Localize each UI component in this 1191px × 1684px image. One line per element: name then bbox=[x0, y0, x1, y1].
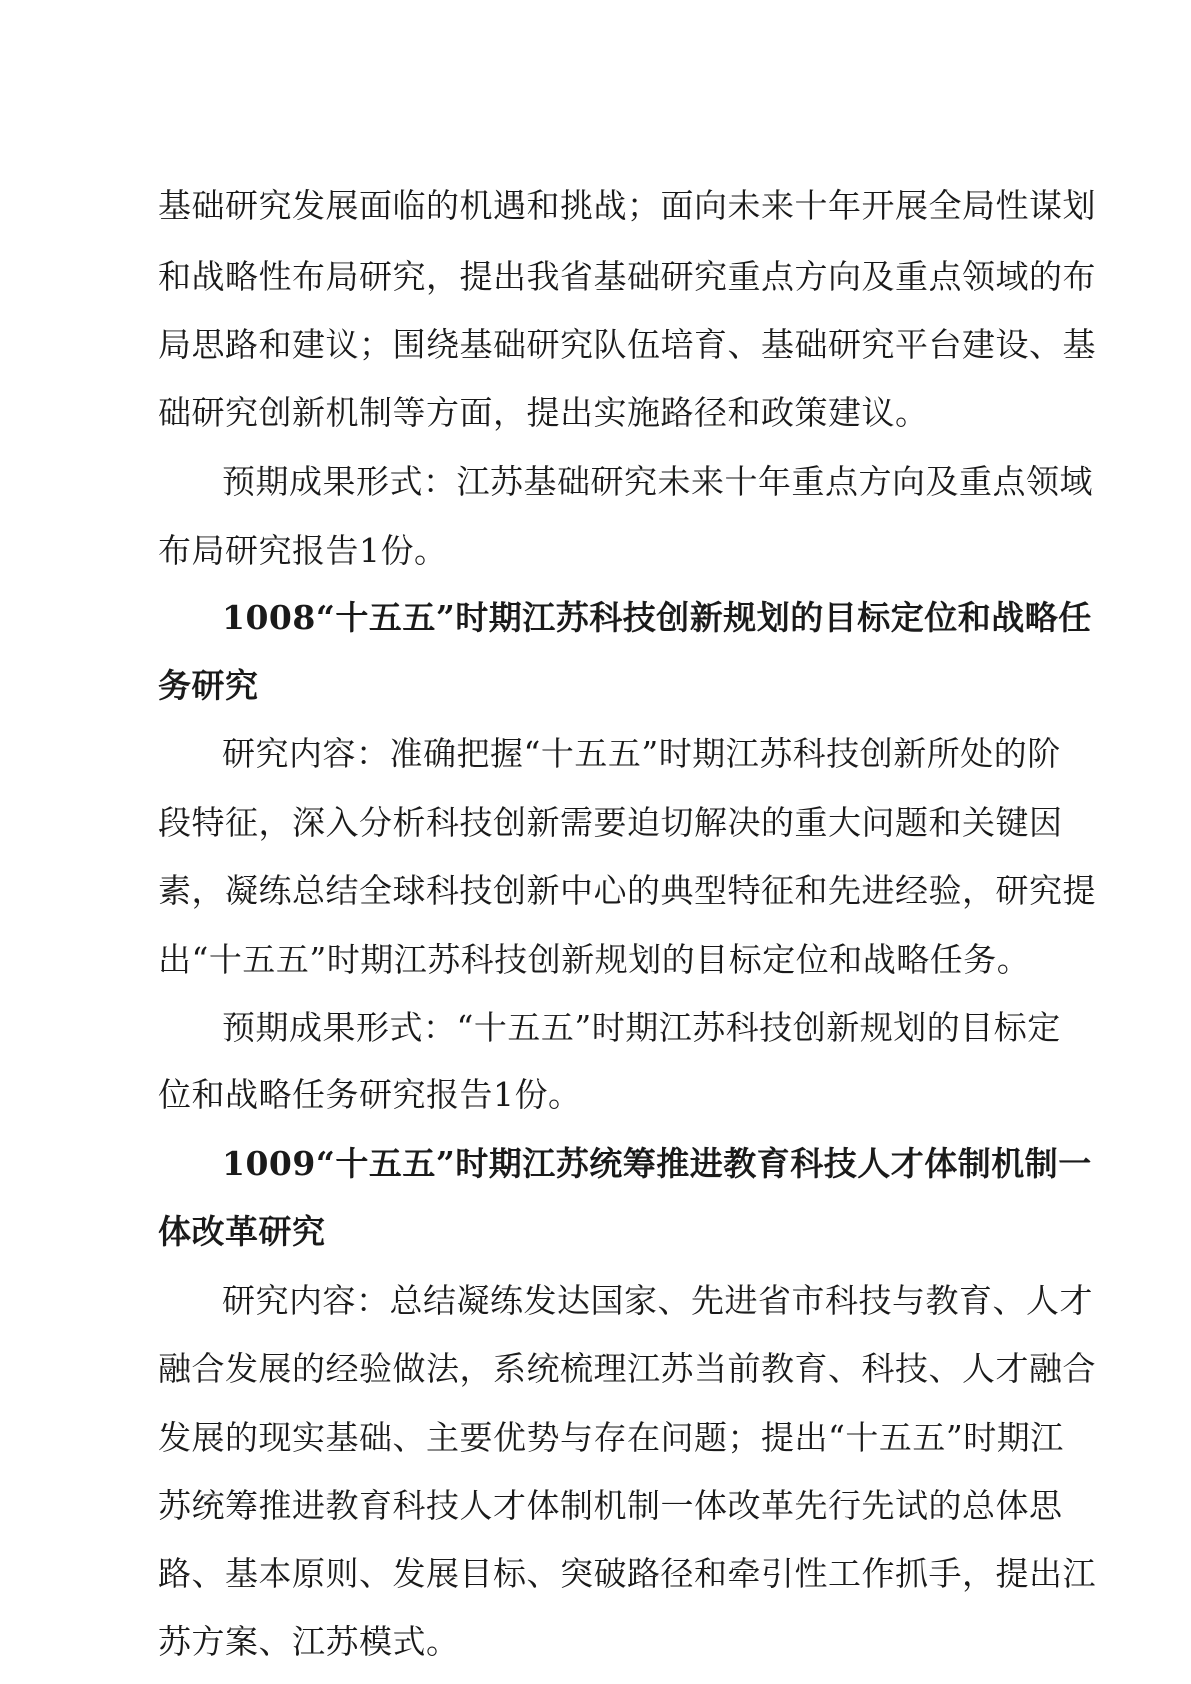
text-line: 基础研究发展面临的机遇和挑战；面向未来十年开展全局性谋划 bbox=[158, 186, 1096, 225]
text-line: 路、基本原则、发展目标、突破路径和牵引性工作抓手，提出江 bbox=[158, 1554, 1096, 1593]
text-line: 段特征，深入分析科技创新需要迫切解决的重大问题和关键因 bbox=[158, 803, 1063, 842]
text-line: 融合发展的经验做法，系统梳理江苏当前教育、科技、人才融合 bbox=[158, 1349, 1096, 1388]
text-line: 预期成果形式：江苏基础研究未来十年重点方向及重点领域 bbox=[222, 462, 1093, 501]
text-line: 布局研究报告1份。 bbox=[158, 531, 448, 570]
text-line: 和战略性布局研究，提出我省基础研究重点方向及重点领域的布 bbox=[158, 257, 1096, 296]
section-heading: 1008“十五五”时期江苏科技创新规划的目标定位和战略任 bbox=[222, 598, 1092, 637]
text-line: 素，凝练总结全球科技创新中心的典型特征和先进经验，研究提 bbox=[158, 871, 1096, 910]
text-line: 研究内容：准确把握“十五五”时期江苏科技创新所处的阶 bbox=[222, 734, 1061, 773]
text-line: 预期成果形式：“十五五”时期江苏科技创新规划的目标定 bbox=[222, 1008, 1061, 1047]
section-heading: 1009“十五五”时期江苏统筹推进教育科技人才体制机制一 bbox=[222, 1144, 1092, 1183]
text-line: 位和战略任务研究报告1份。 bbox=[158, 1075, 582, 1114]
text-line: 发展的现实基础、主要优势与存在问题；提出“十五五”时期江 bbox=[158, 1418, 1064, 1457]
text-line: 苏统筹推进教育科技人才体制机制一体改革先行先试的总体思 bbox=[158, 1486, 1063, 1525]
section-heading: 体改革研究 bbox=[158, 1212, 326, 1251]
text-line: 局思路和建议；围绕基础研究队伍培育、基础研究平台建设、基 bbox=[158, 325, 1096, 364]
text-line: 出“十五五”时期江苏科技创新规划的目标定位和战略任务。 bbox=[158, 940, 1031, 979]
section-heading: 务研究 bbox=[158, 666, 259, 705]
text-line: 苏方案、江苏模式。 bbox=[158, 1622, 460, 1661]
text-line: 研究内容：总结凝练发达国家、先进省市科技与教育、人才 bbox=[222, 1281, 1093, 1320]
text-line: 础研究创新机制等方面，提出实施路径和政策建议。 bbox=[158, 393, 929, 432]
